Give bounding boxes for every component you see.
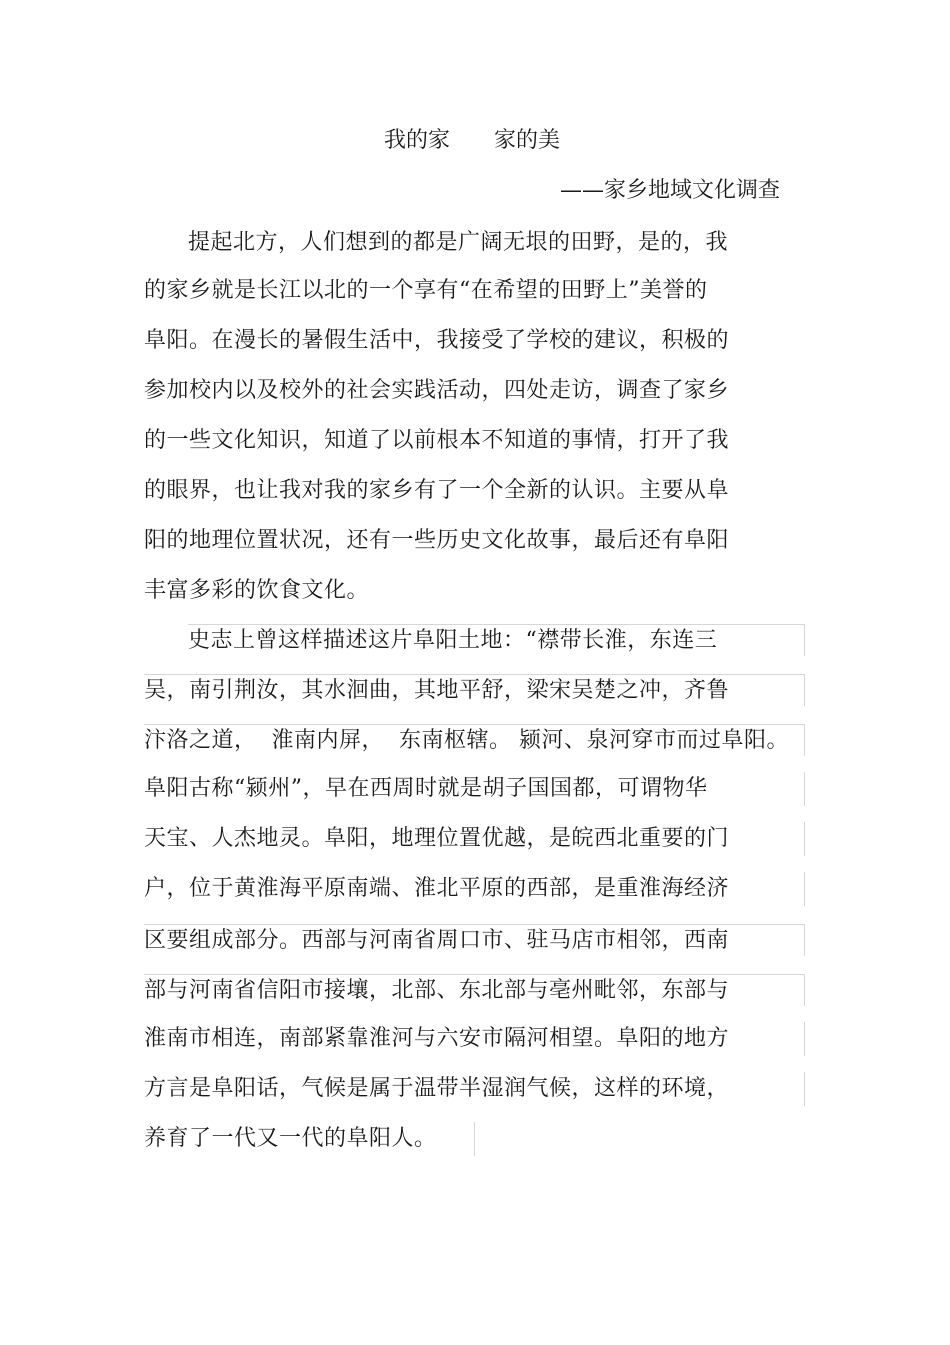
- paragraph-line: 方言是阜阳话，气候是属于温带半湿润气候，这样的环境，: [144, 1076, 730, 1101]
- frame-rule: [144, 974, 804, 975]
- paragraph-line: 阜阳。在漫长的暑假生活中，我接受了学校的建议，积极的: [144, 328, 730, 353]
- paragraph-line: 提起北方，人们想到的都是广阔无垠的田野，是的，我: [188, 230, 729, 255]
- paragraph-line: 天宝、人杰地灵。阜阳，地理位置优越，是皖西北重要的门: [144, 826, 730, 851]
- paragraph-line: 丰富多彩的饮食文化。: [144, 578, 370, 603]
- frame-rule: [804, 974, 805, 1006]
- frame-rule: [804, 872, 805, 906]
- paragraph-line: 部与河南省信阳市接壤，北部、东北部与亳州毗邻，东部与: [144, 978, 730, 1003]
- paragraph-line: 阜阳古称“颍州”，早在西周时就是胡子国国都，可谓物华: [144, 776, 708, 801]
- paragraph-line: 史志上曾这样描述这片阜阳土地：“襟带长淮，东连三: [188, 628, 718, 653]
- paragraph-line: 参加校内以及校外的社会实践活动，四处走访，调查了家乡: [144, 378, 730, 403]
- paragraph-line: 区要组成部分。西部与河南省周口市、驻马店市相邻，西南: [144, 928, 730, 953]
- frame-rule: [804, 724, 805, 756]
- frame-rule: [144, 724, 804, 725]
- frame-rule: [144, 924, 804, 925]
- document-title: 我的家 家的美: [383, 128, 560, 153]
- frame-rule: [804, 1022, 805, 1056]
- frame-rule: [804, 674, 805, 706]
- frame-rule: [804, 1072, 805, 1106]
- paragraph-line: 的一些文化知识，知道了以前根本不知道的事情，打开了我: [144, 428, 730, 453]
- frame-rule: [474, 1122, 475, 1156]
- paragraph-line: 汴洛之道， 淮南内屏， 东南枢辖。 颍河、泉河穿市而过阜阳。: [144, 728, 789, 753]
- paragraph-line: 的眼界，也让我对我的家乡有了一个全新的认识。主要从阜: [144, 478, 730, 503]
- document-subtitle: ——家乡地域文化调查: [559, 178, 780, 203]
- frame-rule: [804, 772, 805, 806]
- frame-rule: [144, 674, 804, 675]
- frame-rule: [804, 624, 805, 656]
- paragraph-line: 养育了一代又一代的阜阳人。: [144, 1126, 437, 1151]
- paragraph-line: 吴，南引荆汝，其水洄曲，其地平舒，梁宋吴楚之冲，齐鲁: [144, 678, 730, 703]
- paragraph-line: 的家乡就是长江以北的一个享有“在希望的田野上”美誉的: [144, 278, 708, 303]
- frame-rule: [188, 624, 804, 625]
- paragraph-line: 户，位于黄淮海平原南端、淮北平原的西部，是重淮海经济: [144, 876, 730, 901]
- frame-rule: [804, 924, 805, 956]
- paragraph-line: 阳的地理位置状况，还有一些历史文化故事，最后还有阜阳: [144, 528, 730, 553]
- frame-rule: [804, 822, 805, 856]
- paragraph-line: 淮南市相连，南部紧靠淮河与六安市隔河相望。阜阳的地方: [144, 1026, 730, 1051]
